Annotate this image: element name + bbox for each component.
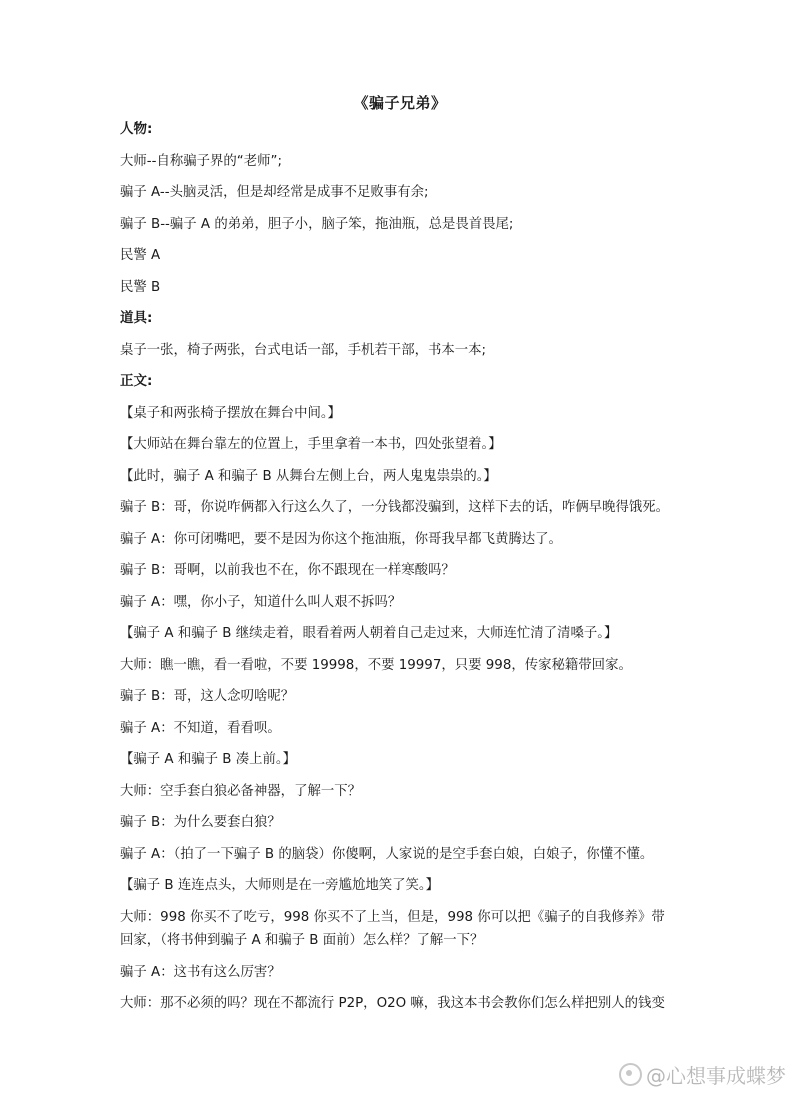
text-line: 大师：空手套白狼必备神器，了解一下？	[120, 783, 362, 799]
text-line: 大师：瞧一瞧，看一看啦，不要 19998，不要 19997，只要 998，传家秘籍带回家。	[120, 657, 632, 673]
text-line: 【大师站在舞台靠左的位置上，手里拿着一本书，四处张望着。】	[120, 437, 502, 452]
watermark-text: @心想事成蝶梦	[646, 1064, 786, 1088]
text-line: 骗子 B：哥，这人念叨啥呢？	[120, 689, 295, 704]
text-line: 桌子一张，椅子两张，台式电话一部，手机若干部，书本一本;	[120, 342, 487, 358]
document-body	[120, 122, 785, 1028]
text-line: 骗子 B：哥啊，以前我也不在，你不跟现在一样寒酸吗？	[120, 563, 455, 578]
text-line: 骗子 A：你可闭嘴吧，要不是因为你这个拖油瓶，你哥我早都飞黄腾达了。	[120, 531, 562, 547]
text-line: 民警 B	[120, 279, 161, 295]
text-line: 骗子 A：这书有这么厉害？	[120, 964, 281, 980]
section-heading: 人物:	[120, 121, 153, 137]
section-heading: 道具:	[120, 310, 153, 326]
text-line: 骗子 B--骗子 A 的弟弟，胆子小，脑子笨，拖油瓶，总是畏首畏尾;	[120, 216, 514, 232]
text-line: 【桌子和两张椅子摆放在舞台中间。】	[120, 405, 341, 421]
text-line: 大师：那不必须的吗？现在不都流行 P2P，O2O 嘛，我这本书会教你们怎么样把别人的钱变	[120, 996, 665, 1012]
circle-logo-icon	[619, 1063, 642, 1086]
text-line: 【此时，骗子 A 和骗子 B 从舞台左侧上台，两人鬼鬼祟祟的。】	[120, 468, 497, 484]
text-line: 骗子 B：为什么要套白狼？	[120, 815, 281, 830]
text-line: 【骗子 A 和骗子 B 继续走着，眼看着两人朝着自己走过来，大师连忙清了清嗓子。】	[120, 626, 618, 641]
text-line: 大师--自称骗子界的“老师”;	[120, 153, 282, 169]
text-line: 骗子 A：嘿，你小子，知道什么叫人艰不拆吗？	[120, 594, 402, 610]
watermark	[619, 1060, 786, 1089]
text-line: 大师：998 你买不了吃亏，998 你买不了上当，但是，998 你可以把《骗子的自我修养》带	[120, 909, 665, 925]
text-line: 回家，（将书伸到骗子 A 和骗子 B 面前）怎么样？了解一下？	[120, 933, 484, 949]
text-line: 【骗子 A 和骗子 B 凑上前。】	[120, 752, 296, 767]
text-line: 骗子 A：不知道，看看呗。	[120, 720, 281, 736]
text-line: 【骗子 B 连连点头，大师则是在一旁尴尬地笑了笑。】	[120, 878, 439, 893]
text-line: 骗子 A：（拍了一下骗子 B 的脑袋）你傻啊，人家说的是空手套白娘，白娘子，你懂不懂。	[120, 846, 654, 862]
text-line: 骗子 B：哥，你说咋俩都入行这么久了，一分钱都没骗到，这样下去的话，咋俩早晚得饿死。	[120, 500, 670, 515]
text-line: 民警 A	[120, 248, 161, 263]
document-title: 《骗子兄弟》	[353, 94, 447, 112]
text-line: 骗子 A--头脑灵活，但是却经常是成事不足败事有余;	[120, 185, 429, 200]
section-heading: 正文:	[120, 373, 153, 389]
